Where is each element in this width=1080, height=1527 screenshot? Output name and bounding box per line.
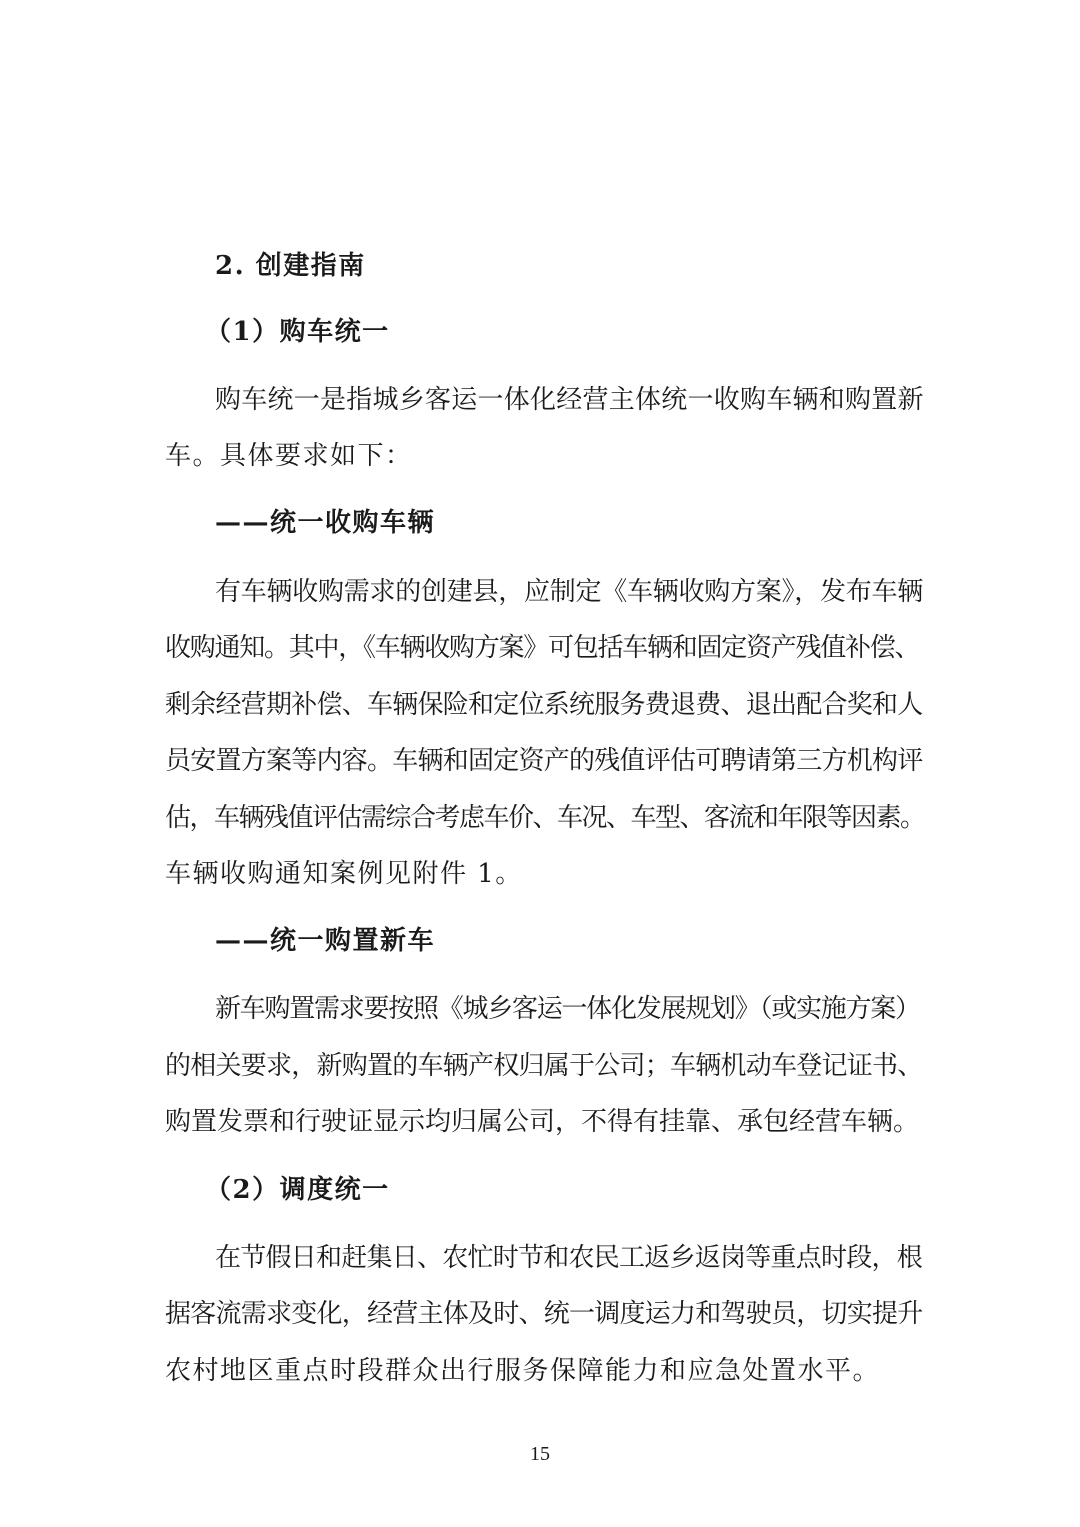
subsection-title-dispatch: （2）调度统一: [205, 1175, 390, 1205]
paragraph-line: 购置发票和行驶证显示均归属公司，不得有挂靠、承包经营车辆。: [165, 1107, 920, 1137]
page-number: 15: [530, 1443, 550, 1465]
subsection-title-purchase: （1）购车统一: [205, 317, 390, 347]
section-heading: 2. 创建指南: [215, 251, 366, 281]
paragraph-line: 据客流需求变化，经营主体及时、统一调度运力和驾驶员，切实提升: [165, 1299, 923, 1329]
paragraph-line: 新车购置需求要按照《城乡客运一体化发展规划》（或实施方案）: [215, 994, 920, 1024]
paragraph-line: 的相关要求，新购置的车辆产权归属于公司；车辆机动车登记证书、: [165, 1051, 923, 1081]
paragraph-line: 农村地区重点时段群众出行服务保障能力和应急处置水平。: [165, 1356, 881, 1386]
paragraph-line: 估，车辆残值评估需综合考虑车价、车况、车型、客流和年限等因素。: [165, 803, 925, 833]
paragraph-line: 收购通知。其中，《车辆收购方案》可包括车辆和固定资产残值补偿、: [165, 633, 920, 663]
paragraph-line: 员安置方案等内容。车辆和固定资产的残值评估可聘请第三方机构评: [165, 746, 923, 776]
item-title-purchase-new-vehicles: ——统一购置新车: [215, 926, 436, 956]
item-title-acquire-vehicles: ——统一收购车辆: [215, 508, 436, 538]
paragraph-line: 购车统一是指城乡客运一体化经营主体统一收购车辆和购置新: [215, 385, 924, 415]
paragraph-line: 车。具体要求如下：: [165, 441, 413, 471]
paragraph-line: 在节假日和赶集日、农忙时节和农民工返乡返岗等重点时段，根: [215, 1243, 923, 1273]
paragraph-line: 剩余经营期补偿、车辆保险和定位系统服务费退费、退出配合奖和人: [165, 690, 923, 720]
paragraph-line: 车辆收购通知案例见附件 1。: [165, 859, 523, 889]
paragraph-line: 有车辆收购需求的创建县，应制定《车辆收购方案》，发布车辆: [215, 577, 924, 607]
